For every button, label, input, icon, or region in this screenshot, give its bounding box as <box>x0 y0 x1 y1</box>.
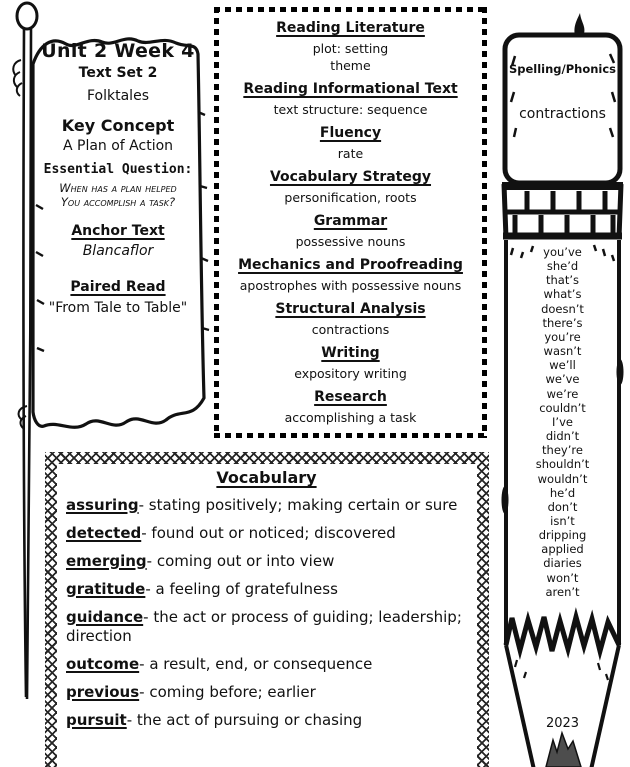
vocabulary-entry <box>66 655 467 674</box>
pencil-shaving-edge-icon <box>506 617 619 651</box>
genre-label: Folktales <box>87 88 149 104</box>
curriculum-section-heading: Research <box>314 389 387 405</box>
spelling-word: I’ve <box>552 414 573 429</box>
spelling-word: couldn’t <box>539 400 586 415</box>
vocabulary-entry <box>66 552 467 571</box>
curriculum-section-heading: Reading Informational Text <box>243 81 458 97</box>
spelling-word: won’t <box>546 570 579 585</box>
curriculum-section-heading: Mechanics and Proofreading <box>238 257 463 273</box>
curriculum-section-detail: text structure: sequence <box>273 102 428 117</box>
vocabulary-word: assuring <box>66 496 139 514</box>
spelling-word: she’d <box>546 259 579 274</box>
spelling-word: we’re <box>546 386 579 401</box>
vocabulary-entry <box>66 524 467 543</box>
spelling-word: you’ve <box>543 245 582 259</box>
vocabulary-definition: - found out or noticed; discovered <box>141 524 396 542</box>
vocabulary-word: guidance <box>66 608 144 626</box>
paired-read-heading: Paired Read <box>70 279 166 295</box>
flag-tie-top-icon <box>13 60 22 96</box>
curriculum-section-heading: Structural Analysis <box>275 301 426 317</box>
spelling-phonics-heading: Spelling/Phonics <box>508 62 617 76</box>
vocabulary-definition: - coming out or into view <box>146 552 335 570</box>
vocabulary-definition: - the act or process of guiding; leadership; direction <box>66 608 462 645</box>
spelling-word: shouldn’t <box>535 457 590 472</box>
curriculum-section-heading: Writing <box>321 345 380 361</box>
essential-question-text: When has a plan helped You accomplish a task? <box>59 181 177 209</box>
spelling-word: doesn’t <box>541 301 584 316</box>
curriculum-section-heading: Reading Literature <box>276 20 425 36</box>
curriculum-section-detail: contractions <box>311 322 390 337</box>
vocabulary-definition: - stating positively; making certain or sure <box>138 496 458 514</box>
spelling-word: you’re <box>544 329 581 344</box>
spelling-word: he’d <box>549 485 576 500</box>
vocabulary-word: emerging <box>66 552 147 570</box>
curriculum-section-detail: theme <box>330 58 371 73</box>
anchor-text-title: Blancaflor <box>82 243 154 259</box>
key-concept-value: A Plan of Action <box>62 138 174 154</box>
vocabulary-word: gratitude <box>66 580 146 598</box>
spelling-word: they’re <box>542 443 583 458</box>
curriculum-list <box>222 20 479 425</box>
vocabulary-entry <box>66 580 467 599</box>
curriculum-section-detail: accomplishing a task <box>284 410 417 425</box>
curriculum-box <box>214 7 487 438</box>
paired-read-title: "From Tale to Table" <box>48 300 188 316</box>
spelling-word: what’s <box>543 287 582 302</box>
vocabulary-heading: Vocabulary <box>216 468 317 487</box>
curriculum-section-heading: Fluency <box>319 125 382 141</box>
vocabulary-entry <box>66 496 467 515</box>
spelling-word: don’t <box>547 499 578 514</box>
spelling-skill-label: contractions <box>519 106 606 122</box>
spelling-word: dripping <box>538 528 587 543</box>
vocabulary-definition: - a feeling of gratefulness <box>145 580 338 598</box>
spelling-word: wasn’t <box>543 344 582 359</box>
spelling-word-list <box>505 245 620 599</box>
spelling-word: isn’t <box>550 513 575 528</box>
vocabulary-definition: - coming before; earlier <box>139 683 316 701</box>
anchor-text-heading: Anchor Text <box>71 223 165 239</box>
flagpole-icon <box>23 29 26 697</box>
vocabulary-entry <box>66 683 467 702</box>
curriculum-section-detail: rate <box>337 146 364 161</box>
vocabulary-list <box>66 496 467 730</box>
key-concept-heading: Key Concept <box>61 116 175 135</box>
vocabulary-definition: - a result, end, or consequence <box>139 655 373 673</box>
spelling-word: aren’t <box>545 584 580 599</box>
pencil-graphite-tip-icon <box>546 733 581 767</box>
spelling-word: that’s <box>545 273 579 288</box>
pencil-cone-icon <box>506 645 539 767</box>
spelling-word: didn’t <box>545 429 580 444</box>
vocabulary-definition: - the act of pursuing or chasing <box>126 711 363 729</box>
curriculum-section-detail: apostrophes with possessive nouns <box>239 278 462 293</box>
vocabulary-box <box>45 452 489 767</box>
unit-title: Unit 2 Week 4 <box>41 40 195 62</box>
spelling-word: we’ll <box>549 358 576 373</box>
unit-banner <box>36 38 200 316</box>
curriculum-section-heading: Grammar <box>313 213 388 229</box>
text-set-label: Text Set 2 <box>78 65 158 81</box>
spelling-word: there’s <box>542 315 583 330</box>
flagpole-knob-icon <box>17 3 37 29</box>
vocabulary-word: detected <box>66 524 142 542</box>
curriculum-section-detail: plot: setting <box>312 41 389 56</box>
essential-question-heading: Essential Question: <box>43 162 193 177</box>
spelling-word: applied <box>541 542 584 557</box>
vocabulary-word: previous <box>66 683 140 701</box>
spelling-word: we’ve <box>545 372 580 387</box>
spelling-word: wouldn’t <box>537 471 588 486</box>
curriculum-section-detail: personification, roots <box>284 190 417 205</box>
pencil-ferrule-icon <box>502 184 623 238</box>
vocabulary-word: pursuit <box>66 711 127 729</box>
curriculum-section-heading: Vocabulary Strategy <box>269 169 432 185</box>
vocabulary-entry <box>66 711 467 730</box>
vocabulary-entry <box>66 608 467 646</box>
spelling-word: diaries <box>543 556 582 571</box>
year-label: 2023 <box>545 716 580 731</box>
curriculum-section-detail: expository writing <box>294 366 407 381</box>
curriculum-section-detail: possessive nouns <box>295 234 406 249</box>
vocabulary-word: outcome <box>66 655 140 673</box>
